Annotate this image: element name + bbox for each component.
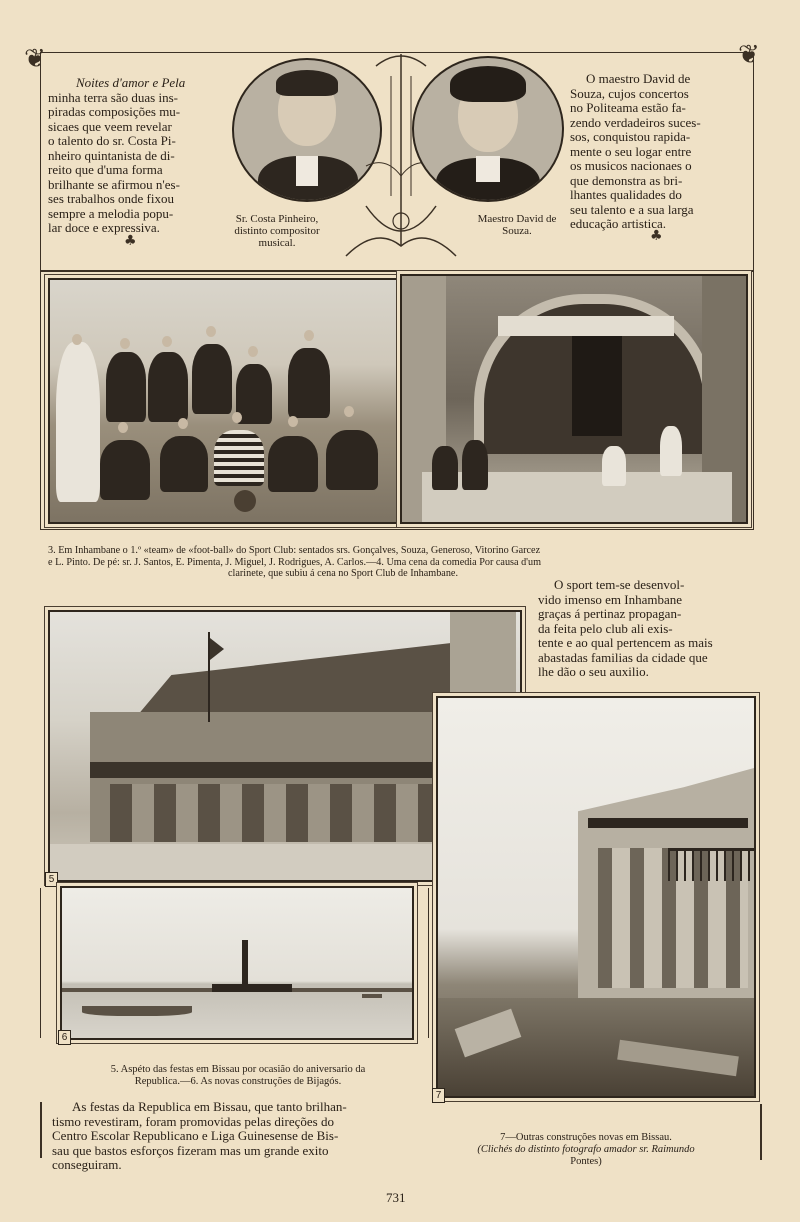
photo-theatre-scene (400, 274, 748, 524)
photo-bissau-construcoes (436, 696, 756, 1098)
caption-bissau-bijagos: 5. Aspéto das festas em Bissau por ocasião do aniversario da Republica.—6. As novas construções de Bijagós. (110, 1064, 366, 1087)
right-column-text: O maestro David de Souza, cujos concertos no Politeama estão fa- zendo verdadeiros suces- sos, conquistou rapida- mente o seu logar entre os musicos nacionaes o que demonstra as bri- lhantes qualidades do seu talento e a sua larga educação artistica. (570, 71, 701, 231)
page-number: 731 (386, 1190, 406, 1205)
festas-paragraph: As festas da Republica em Bissau, que tanto brilhan- tismo revestiram, foram promovidas pelas direções do Centro Escolar Republicano e Liga Guinesense de Bis- sau que bastos esforços fizeram mas um grande exito conseguiram. (52, 1099, 347, 1172)
ornament-top-right: ❦ (738, 40, 760, 70)
caption-costa-pinheiro: Sr. Costa Pinheiro, distinto compositor musical. (234, 213, 320, 249)
caption-david-de-souza: Maestro David de Souza. (477, 213, 557, 237)
ornament-side-mid (414, 888, 429, 1038)
photo-bijagos-harbour (60, 886, 414, 1040)
ornament-side-left (40, 888, 55, 1038)
caption-outras-construcoes: 7—Outras construções novas em Bissau. (Clichés do distinto fotografo amador sr. Raimundo Pontes) (477, 1132, 695, 1167)
figure-number-7: 7 (432, 1088, 445, 1103)
left-column-text: Noites d'amor e Pela minha terra são duas ins- piradas composições mu- sicaes que veem revelar o talento do sr. Costa Pi- nheiro quintanista de di- reito que d'uma forma brilhante se afirmou n'es- ses trabalhos onde fixou sempre a melodia popu- lar doce e expressiva. (48, 75, 186, 235)
arrow-ornament-right (760, 1104, 762, 1160)
ornament-top-left: ❦ (24, 44, 46, 74)
photo-football-team (48, 278, 398, 524)
portrait-david-de-souza (412, 56, 564, 202)
figure-number-5: 5 (45, 872, 58, 887)
arrow-ornament-left (40, 1102, 42, 1158)
club-ornament-right: ♣ (650, 228, 663, 244)
figure-number-6: 6 (58, 1030, 71, 1045)
sport-paragraph: O sport tem-se desenvol- vido imenso em Inhambane graças á pertinaz propagan- da feita pelo club ali exis- tente e ao qual pertencem as mais abastadas familias da cidade que lhe dão o seu auxilio. (538, 577, 713, 679)
caption-inhambane: 3. Em Inhambane o 1.º «team» de «foot-ball» do Sport Club: sentados srs. Gonçalves, Souza, Generoso, Vitorino Garcez e L. Pinto. De pé: sr. J. Santos, E. Pimenta, J. Miguel, J. Rodrigues, A. Carlos.—4. Uma cena da comedia Por causa d'um clarinete, que subiu á cena no Sport Club de Inhambane. (48, 545, 542, 579)
club-ornament-left: ♣ (124, 233, 137, 249)
